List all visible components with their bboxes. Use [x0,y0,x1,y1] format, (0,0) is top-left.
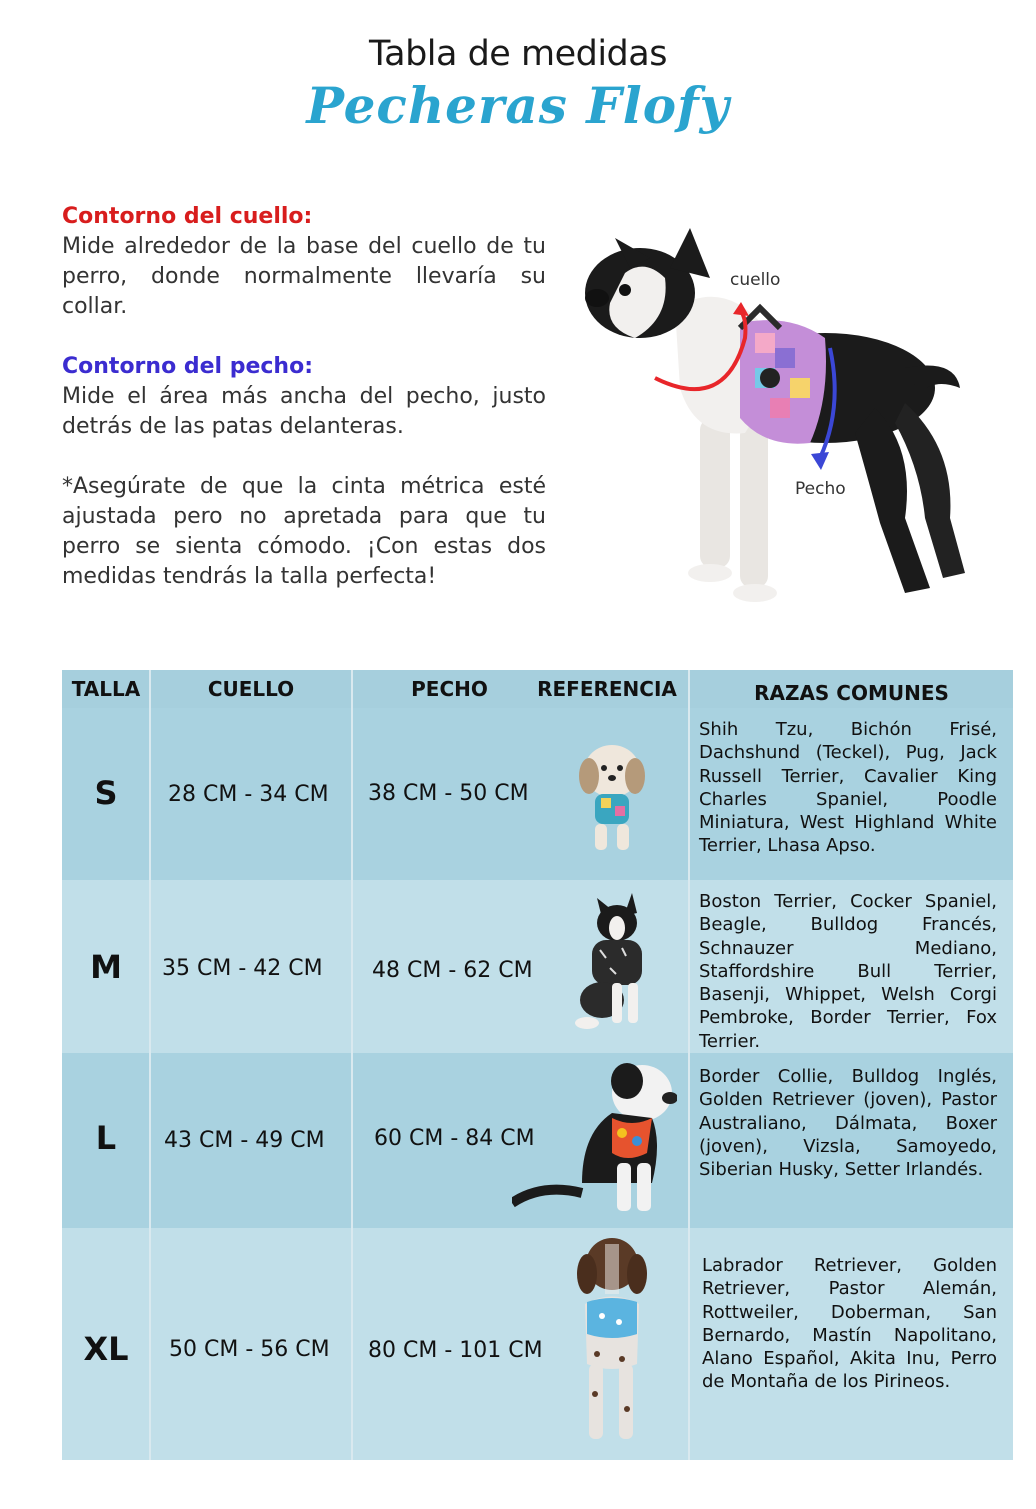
table-row [62,708,1013,880]
neck-value: 35 CM - 42 CM [162,956,323,981]
small-dog-photo [567,736,657,856]
size-table [62,670,1013,1460]
breeds-list: Labrador Retriever, Golden Retriever, Pastor Alemán, Rottweiler, Doberman, San Bernardo, Mastín Napolitano, Alano Español, Akita Inu, Perro de Montaña de los Pirineos. [702,1255,997,1393]
breeds-list: Shih Tzu, Bichón Frisé, Dachshund (Teckel), Pug, Jack Russell Terrier, Cavalier King Charles Spaniel, Poodle Miniatura, West Highland White Terrier, Lhasa Apso. [699,719,997,857]
chest-value: 48 CM - 62 CM [372,958,533,983]
chest-value: 38 CM - 50 CM [368,781,529,806]
brand-logo-text: Pecheras Flofy [306,76,730,135]
neck-heading: Contorno del cuello: [62,204,313,229]
dog-measurement-diagram [575,218,995,618]
neck-label: cuello [730,270,781,290]
neck-value: 50 CM - 56 CM [169,1337,330,1362]
large-dog-photo [512,1053,677,1218]
table-row [62,880,1013,1053]
column-divider [351,670,353,1460]
chest-instructions [62,352,546,442]
neck-text: Mide alrededor de la base del cuello de tu perro, donde normalmente llevaría su collar. [62,234,546,319]
header-chest: PECHO [411,677,488,701]
chest-value: 60 CM - 84 CM [374,1126,535,1151]
boston-terrier-illustration [575,218,995,618]
breeds-list: Border Collie, Bulldog Inglés, Golden Retriever (joven), Pastor Australiano, Dálmata, Boxer (joven), Vizsla, Samoyedo, Siberian Husky, Setter Irlandés. [699,1066,997,1181]
table-row [62,1228,1013,1460]
chest-label: Pecho [795,479,846,499]
chest-value: 80 CM - 101 CM [368,1338,543,1363]
xl-dog-photo [557,1234,667,1454]
size-value: L [95,1119,117,1157]
measure-note: *Asegúrate de que la cinta métrica esté ajustada pero no apretada para que tu perro se sienta cómodo. ¡Con estas dos medidas tendrás la talla perfecta! [62,474,546,589]
chest-heading: Contorno del pecho: [62,354,313,379]
column-divider [688,670,690,1460]
medium-dog-photo [562,888,662,1033]
size-value: S [94,774,118,812]
column-divider [149,670,151,1460]
table-header [62,670,1013,708]
neck-value: 28 CM - 34 CM [168,782,329,807]
header-neck: CUELLO [207,677,295,701]
size-value: XL [83,1330,129,1368]
breeds-list: Boston Terrier, Cocker Spaniel, Beagle, Bulldog Francés, Schnauzer Mediano, Staffordshire Bull Terrier, Basenji, Whippet, Welsh Corgi Pembroke, Border Terrier, Fox Terrier. [699,891,997,1052]
header-reference: REFERENCIA [537,677,677,701]
size-value: M [90,948,122,986]
header-size: TALLA [71,677,141,701]
page-title: Tabla de medidas [369,34,667,74]
neck-value: 43 CM - 49 CM [164,1128,325,1153]
table-row [62,1053,1013,1228]
header-breeds: RAZAS COMUNES [754,681,949,705]
chest-text: Mide el área más ancha del pecho, justo detrás de las patas delanteras. [62,384,546,439]
neck-instructions [62,202,546,322]
